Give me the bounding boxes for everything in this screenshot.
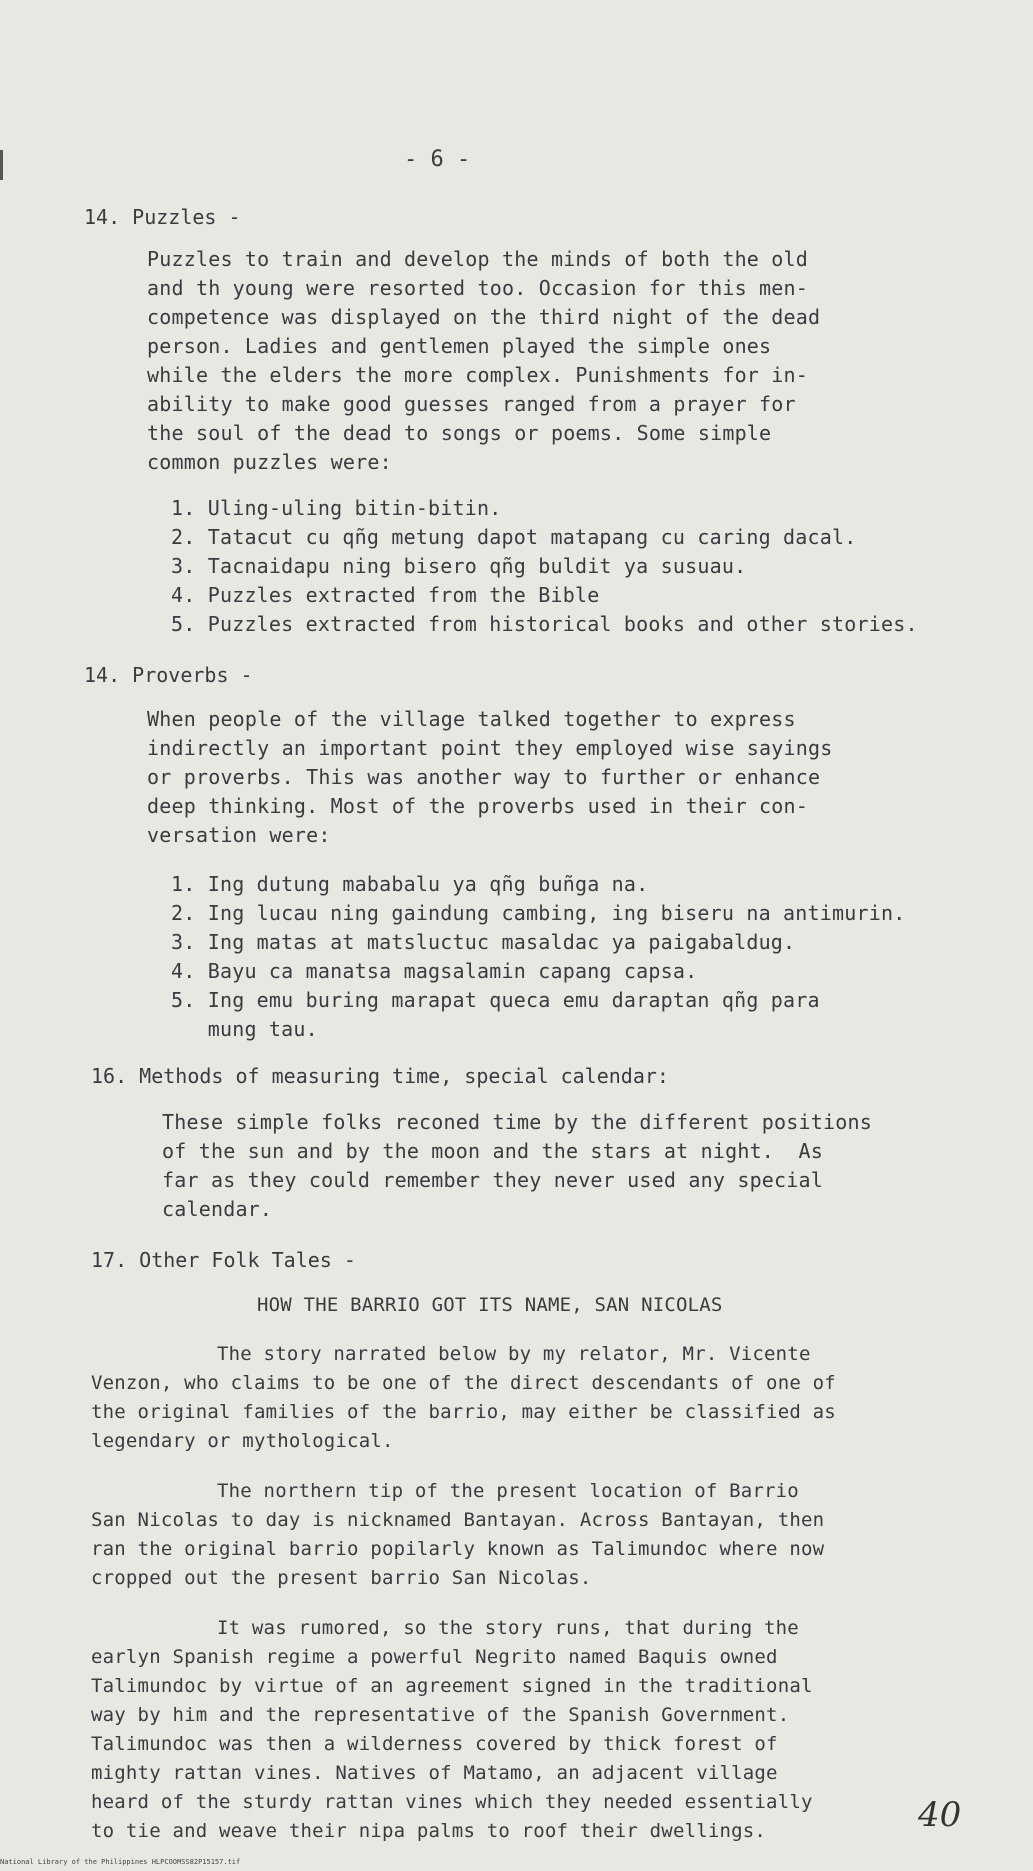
paragraph-line: These simple folks reconed time by the different positions [162,1110,872,1134]
paragraph-line: San Nicolas to day is nicknamed Bantayan. Across Bantayan, then [91,1509,825,1531]
paragraph-line: the soul of the dead to songs or poems. Some simple [147,421,772,445]
section-heading-measuring-time: 16. Methods of measuring time, special calendar: [91,1064,669,1088]
list-item: 5. Puzzles extracted from historical books and other stories. [171,612,918,636]
paragraph-line: to tie and weave their nipa palms to roof their dwellings. [91,1820,767,1842]
page-number: - 6 - [404,147,471,172]
paragraph-line: ran the original barrio popilarly known as Talimundoc where now [91,1538,825,1560]
paragraph-line: mighty rattan vines. Natives of Matamo, an adjacent village [91,1762,778,1784]
paragraph-line: common puzzles were: [147,450,392,474]
paragraph-line: indirectly an important point they employed wise sayings [147,736,833,760]
paragraph-line: The northern tip of the present location of Barrio [217,1480,799,1502]
paragraph-line: earlyn Spanish regime a powerful Negrito named Baquis owned [91,1646,778,1668]
paragraph-line: legendary or mythological. [91,1430,394,1452]
paragraph-line: or proverbs. This was another way to further or enhance [147,765,821,789]
paragraph-line: Talimundoc by virtue of an agreement signed in the traditional [91,1675,813,1697]
margin-mark [0,150,3,180]
paragraph-line: heard of the sturdy rattan vines which they needed essentially [91,1791,813,1813]
handwritten-page-number: 40 [918,1795,962,1835]
paragraph-line: person. Ladies and gentlemen played the simple ones [147,334,772,358]
list-item: 5. Ing emu buring marapat queca emu daraptan qñg para [171,988,820,1012]
paragraph-line: of the sun and by the moon and the stars at night. As [162,1139,824,1163]
footer-caption: National Library of the Philippines HLPCOOMSS82P15157.tif [0,1858,241,1866]
section-heading-proverbs: 14. Proverbs - [84,663,253,687]
story-title: HOW THE BARRIO GOT ITS NAME, SAN NICOLAS [257,1294,723,1316]
list-item: 1. Ing dutung mababalu ya qñg buñga na. [171,872,649,896]
paragraph-line: competence was displayed on the third night of the dead [147,305,821,329]
paragraph-line: way by him and the representative of the Spanish Government. [91,1704,790,1726]
paragraph-line: versation were: [147,823,331,847]
list-item: 3. Tacnaidapu ning bisero qñg buldit ya susuau. [171,554,747,578]
list-item: 4. Puzzles extracted from the Bible [171,583,600,607]
paragraph-line: calendar. [162,1197,273,1221]
list-item: 3. Ing matas at matsluctuc masaldac ya paigabaldug. [171,930,796,954]
paragraph-line: The story narrated below by my relator, Mr. Vicente [217,1343,811,1365]
list-item: 4. Bayu ca manatsa magsalamin capang capsa. [171,959,698,983]
paragraph-line: cropped out the present barrio San Nicolas. [91,1567,592,1589]
section-heading-folk-tales: 17. Other Folk Tales - [91,1248,356,1272]
paragraph-line: Talimundoc was then a wilderness covered by thick forest of [91,1733,778,1755]
paragraph-line: Venzon, who claims to be one of the direct descendants of one of [91,1372,836,1394]
list-item: 1. Uling-uling bitin-bitin. [171,496,502,520]
paragraph-line: and th young were resorted too. Occasion for this men- [147,276,809,300]
paragraph-line: far as they could remember they never used any special [162,1168,824,1192]
paragraph-line: the original families of the barrio, may either be classified as [91,1401,836,1423]
list-item: mung tau. [171,1017,318,1041]
paragraph-line: while the elders the more complex. Punishments for in- [147,363,809,387]
paragraph-line: It was rumored, so the story runs, that during the [217,1617,799,1639]
list-item: 2. Ing lucau ning gaindung cambing, ing biseru na antimurin. [171,901,906,925]
paragraph-line: Puzzles to train and develop the minds of both the old [147,247,809,271]
paragraph-line: deep thinking. Most of the proverbs used in their con- [147,794,809,818]
paragraph-line: ability to make good guesses ranged from a prayer for [147,392,796,416]
section-heading-puzzles: 14. Puzzles - [84,205,241,229]
paragraph-line: When people of the village talked together to express [147,707,796,731]
list-item: 2. Tatacut cu qñg metung dapot matapang cu caring dacal. [171,525,857,549]
